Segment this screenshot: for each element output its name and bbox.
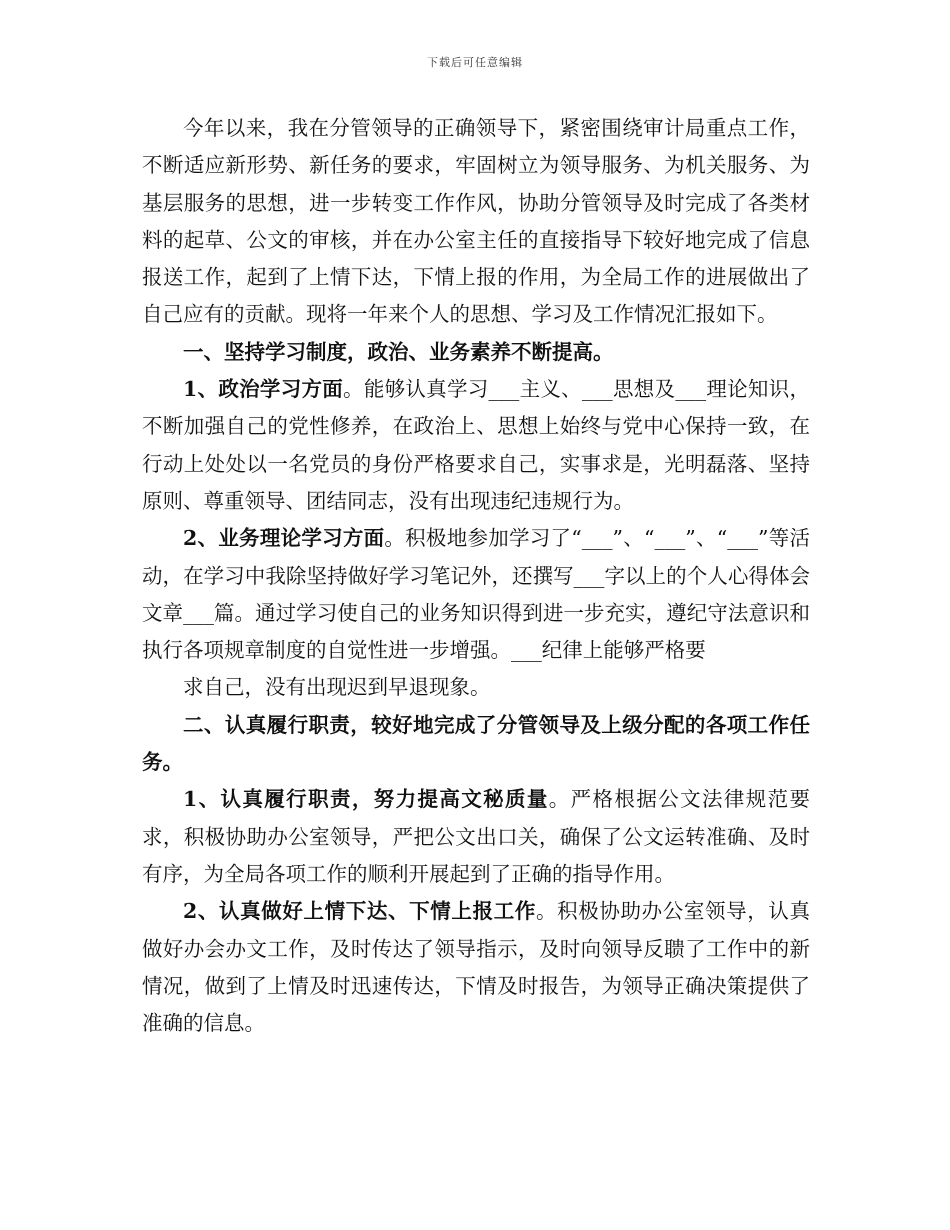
paragraph-political-study [142,371,810,520]
paragraph-discipline: 求自己，没有出现迟到早退现象。 [183,675,491,700]
section-heading-2: 二、认真履行职责，较好地完成了分管领导及上级分配的各项工作任务。 [142,712,810,775]
paragraph-lead-political-study: 1、政治学习方面 [183,377,344,402]
section-heading-1: 一、坚持学习制度，政治、业务素养不断提高。 [183,339,614,364]
paragraph-reporting [142,893,810,1042]
paragraph-body-secretarial-quality: 。严格根据公文法律规范要求，积极协助办公室领导，严把公文出口关，确保了公文运转准确、及时有序，为全局各项工作的顺利开展起到了正确的指导作用。 [142,787,810,886]
paragraph-body-political-study: 。能够认真学习___主义、___思想及___理论知识，不断加强自己的党性修养，在政治上、思想上始终与党中心保持一致，在行动上处处以一名党员的身份严格要求自己，实事求是，光明磊落、坚持原则、尊重领导、团结同志，没有出现违纪违规行为。 [142,377,810,513]
paragraph-body-reporting: 。积极协助办公室领导，认真做好办会办文工作，及时传达了领导指示，及时向领导反聩了工作中的新情况，做到了上情及时迅速传达，下情及时报告，为领导正确决策提供了准确的信息。 [142,899,810,1036]
document-body [142,110,810,1042]
paragraph-business-study [142,520,810,669]
intro-paragraph: 今年以来，我在分管领导的正确领导下，紧密围绕审计局重点工作，不断适应新形势、新任务的要求，牢固树立为领导服务、为机关服务、为基层服务的思想，进一步转变工作作风，协助分管领导及时完成了各类材料的起草、公文的审核，并在办公室主任的直接指导下较好地完成了信息报送工作，起到了上情下达，下情上报的作用，为全局工作的进展做出了自己应有的贡献。现将一年来个人的思想、学习及工作情况汇报如下。 [142,116,810,327]
paragraph-body-business-study: 。积极地参加学习了“___”、“___”、“___”等活动，在学习中我除坚持做好学习笔记外，还撰写___字以上的个人心得体会文章___篇。通过学习使自己的业务知识得到进一步充实，遵纪守法意识和执行各项规章制度的自觉性进一步增强。___纪律上能够严格要 [142,526,810,663]
paragraph-lead-secretarial-quality: 1、认真履行职责，努力提高文秘质量 [183,787,549,812]
paragraph-secretarial-quality [142,781,810,893]
paragraph-lead-reporting: 2、认真做好上情下达、下情上报工作 [183,899,536,924]
page-header-note: 下载后可任意编辑 [427,56,523,69]
paragraph-lead-business-study: 2、业务理论学习方面 [183,526,385,551]
